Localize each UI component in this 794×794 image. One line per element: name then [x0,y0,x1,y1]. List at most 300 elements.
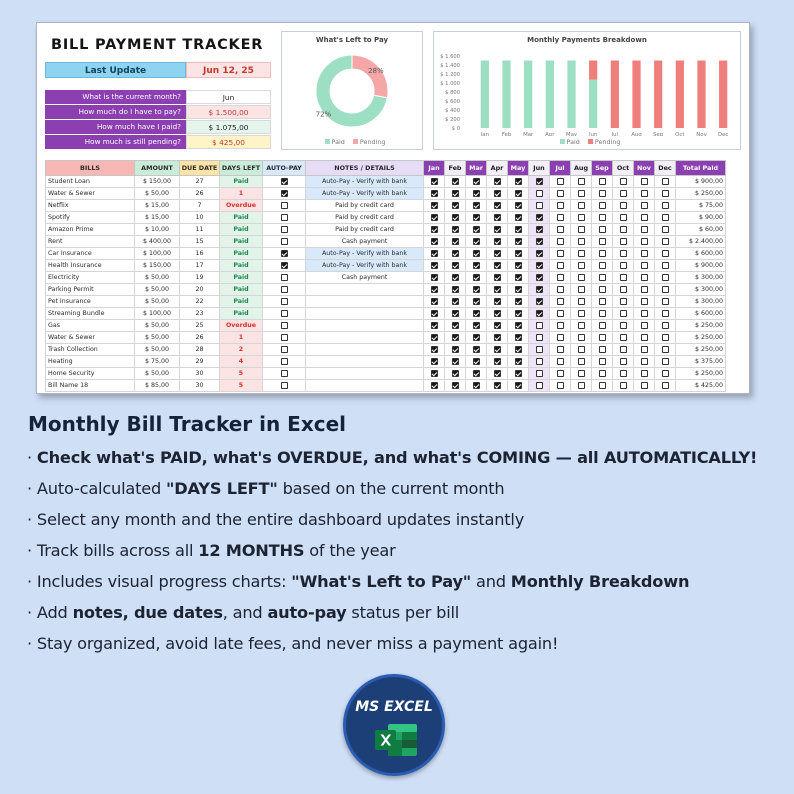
month-paid-checkbox[interactable] [662,190,669,197]
month-paid-checkbox[interactable] [452,382,459,389]
month-paid-checkbox[interactable] [494,226,501,233]
notes-cell[interactable]: Auto-Pay - Verify with bank [306,176,424,188]
auto-pay-checkbox[interactable] [281,286,288,293]
auto-pay-checkbox[interactable] [281,298,288,305]
month-paid-checkbox[interactable] [620,262,627,269]
due-date-cell[interactable]: 7 [180,200,220,212]
notes-cell[interactable]: Paid by credit card [306,224,424,236]
month-paid-checkbox[interactable] [662,202,669,209]
month-paid-checkbox[interactable] [599,178,606,185]
month-paid-checkbox[interactable] [431,274,438,281]
month-paid-checkbox[interactable] [473,238,480,245]
month-paid-checkbox[interactable] [620,346,627,353]
month-paid-checkbox[interactable] [452,250,459,257]
month-paid-checkbox[interactable] [431,286,438,293]
month-paid-checkbox[interactable] [599,370,606,377]
notes-cell[interactable]: Paid by credit card [306,200,424,212]
month-paid-checkbox[interactable] [494,274,501,281]
notes-cell[interactable] [306,356,424,368]
auto-pay-checkbox[interactable] [281,178,288,185]
month-paid-checkbox[interactable] [662,322,669,329]
month-paid-checkbox[interactable] [557,274,564,281]
month-paid-checkbox[interactable] [452,310,459,317]
month-paid-checkbox[interactable] [662,298,669,305]
bill-name-cell[interactable]: Heating [46,356,135,368]
month-paid-checkbox[interactable] [473,250,480,257]
month-paid-checkbox[interactable] [515,370,522,377]
month-paid-checkbox[interactable] [536,358,543,365]
month-paid-checkbox[interactable] [578,370,585,377]
due-date-cell[interactable]: 26 [180,188,220,200]
amount-cell[interactable]: $ 150,00 [135,176,180,188]
month-paid-checkbox[interactable] [536,370,543,377]
auto-pay-checkbox[interactable] [281,226,288,233]
month-paid-checkbox[interactable] [578,238,585,245]
month-paid-checkbox[interactable] [620,370,627,377]
due-date-cell[interactable]: 26 [180,332,220,344]
bill-name-cell[interactable]: Water & Sewer [46,332,135,344]
notes-cell[interactable]: Cash payment [306,236,424,248]
auto-pay-checkbox[interactable] [281,382,288,389]
month-paid-checkbox[interactable] [662,370,669,377]
amount-cell[interactable]: $ 50,00 [135,296,180,308]
month-paid-checkbox[interactable] [452,370,459,377]
month-paid-checkbox[interactable] [452,286,459,293]
month-paid-checkbox[interactable] [662,358,669,365]
auto-pay-checkbox[interactable] [281,370,288,377]
month-paid-checkbox[interactable] [620,310,627,317]
auto-pay-checkbox[interactable] [281,310,288,317]
month-paid-checkbox[interactable] [662,274,669,281]
due-date-cell[interactable]: 11 [180,224,220,236]
month-paid-checkbox[interactable] [641,310,648,317]
month-paid-checkbox[interactable] [578,190,585,197]
month-paid-checkbox[interactable] [641,298,648,305]
month-paid-checkbox[interactable] [452,322,459,329]
amount-cell[interactable]: $ 85,00 [135,380,180,392]
month-paid-checkbox[interactable] [557,310,564,317]
month-paid-checkbox[interactable] [599,202,606,209]
month-paid-checkbox[interactable] [536,226,543,233]
due-date-cell[interactable]: 16 [180,248,220,260]
month-paid-checkbox[interactable] [662,238,669,245]
month-paid-checkbox[interactable] [641,286,648,293]
month-paid-checkbox[interactable] [557,358,564,365]
month-paid-checkbox[interactable] [452,202,459,209]
due-date-cell[interactable]: 22 [180,296,220,308]
month-paid-checkbox[interactable] [431,178,438,185]
auto-pay-checkbox[interactable] [281,214,288,221]
bill-name-cell[interactable]: Parking Permit [46,284,135,296]
month-paid-checkbox[interactable] [431,310,438,317]
month-paid-checkbox[interactable] [662,334,669,341]
month-paid-checkbox[interactable] [515,226,522,233]
month-paid-checkbox[interactable] [557,382,564,389]
notes-cell[interactable] [306,284,424,296]
month-paid-checkbox[interactable] [578,334,585,341]
month-paid-checkbox[interactable] [578,346,585,353]
month-paid-checkbox[interactable] [599,262,606,269]
amount-cell[interactable]: $ 75,00 [135,356,180,368]
month-paid-checkbox[interactable] [557,370,564,377]
month-paid-checkbox[interactable] [494,286,501,293]
notes-cell[interactable] [306,308,424,320]
month-paid-checkbox[interactable] [536,202,543,209]
bill-name-cell[interactable]: Rent [46,236,135,248]
amount-cell[interactable]: $ 50,00 [135,332,180,344]
month-paid-checkbox[interactable] [641,262,648,269]
month-paid-checkbox[interactable] [494,358,501,365]
month-paid-checkbox[interactable] [452,190,459,197]
month-paid-checkbox[interactable] [515,346,522,353]
month-paid-checkbox[interactable] [641,358,648,365]
bill-name-cell[interactable]: Streaming Bundle [46,308,135,320]
month-paid-checkbox[interactable] [494,238,501,245]
due-date-cell[interactable]: 10 [180,212,220,224]
month-paid-checkbox[interactable] [578,358,585,365]
month-paid-checkbox[interactable] [641,274,648,281]
month-paid-checkbox[interactable] [536,274,543,281]
month-paid-checkbox[interactable] [578,178,585,185]
notes-cell[interactable]: Auto-Pay - Verify with bank [306,248,424,260]
month-paid-checkbox[interactable] [494,334,501,341]
month-paid-checkbox[interactable] [620,358,627,365]
month-paid-checkbox[interactable] [641,322,648,329]
auto-pay-checkbox[interactable] [281,202,288,209]
month-paid-checkbox[interactable] [578,214,585,221]
due-date-cell[interactable]: 17 [180,260,220,272]
bill-name-cell[interactable]: Electricity [46,272,135,284]
month-paid-checkbox[interactable] [578,322,585,329]
month-paid-checkbox[interactable] [431,346,438,353]
month-paid-checkbox[interactable] [662,178,669,185]
month-paid-checkbox[interactable] [536,262,543,269]
month-paid-checkbox[interactable] [431,250,438,257]
month-paid-checkbox[interactable] [473,178,480,185]
due-date-cell[interactable]: 20 [180,284,220,296]
month-paid-checkbox[interactable] [515,178,522,185]
auto-pay-checkbox[interactable] [281,238,288,245]
month-paid-checkbox[interactable] [620,382,627,389]
notes-cell[interactable] [306,296,424,308]
month-paid-checkbox[interactable] [536,238,543,245]
month-paid-checkbox[interactable] [662,262,669,269]
month-paid-checkbox[interactable] [620,322,627,329]
bill-name-cell[interactable]: Water & Sewer [46,188,135,200]
month-paid-checkbox[interactable] [473,310,480,317]
month-paid-checkbox[interactable] [494,322,501,329]
month-paid-checkbox[interactable] [536,334,543,341]
month-paid-checkbox[interactable] [494,250,501,257]
month-paid-checkbox[interactable] [515,358,522,365]
amount-cell[interactable]: $ 50,00 [135,188,180,200]
month-paid-checkbox[interactable] [431,214,438,221]
month-paid-checkbox[interactable] [515,298,522,305]
month-paid-checkbox[interactable] [431,382,438,389]
month-paid-checkbox[interactable] [578,262,585,269]
month-paid-checkbox[interactable] [620,190,627,197]
month-paid-checkbox[interactable] [515,214,522,221]
auto-pay-checkbox[interactable] [281,262,288,269]
month-paid-checkbox[interactable] [515,334,522,341]
month-paid-checkbox[interactable] [494,310,501,317]
month-paid-checkbox[interactable] [452,274,459,281]
due-date-cell[interactable]: 30 [180,368,220,380]
month-paid-checkbox[interactable] [473,358,480,365]
month-paid-checkbox[interactable] [578,250,585,257]
month-paid-checkbox[interactable] [431,238,438,245]
month-paid-checkbox[interactable] [473,286,480,293]
month-paid-checkbox[interactable] [431,358,438,365]
month-paid-checkbox[interactable] [557,202,564,209]
month-paid-checkbox[interactable] [431,298,438,305]
month-paid-checkbox[interactable] [641,250,648,257]
bill-name-cell[interactable]: Spotify [46,212,135,224]
month-paid-checkbox[interactable] [662,346,669,353]
month-paid-checkbox[interactable] [431,190,438,197]
month-paid-checkbox[interactable] [431,202,438,209]
month-paid-checkbox[interactable] [494,370,501,377]
month-paid-checkbox[interactable] [662,226,669,233]
month-paid-checkbox[interactable] [452,298,459,305]
month-paid-checkbox[interactable] [515,274,522,281]
amount-cell[interactable]: $ 50,00 [135,284,180,296]
month-paid-checkbox[interactable] [641,334,648,341]
month-paid-checkbox[interactable] [557,190,564,197]
month-paid-checkbox[interactable] [536,346,543,353]
month-paid-checkbox[interactable] [515,250,522,257]
month-paid-checkbox[interactable] [578,274,585,281]
auto-pay-checkbox[interactable] [281,190,288,197]
auto-pay-checkbox[interactable] [281,250,288,257]
month-paid-checkbox[interactable] [473,346,480,353]
month-paid-checkbox[interactable] [431,322,438,329]
notes-cell[interactable]: Auto-Pay - Verify with bank [306,188,424,200]
month-paid-checkbox[interactable] [662,382,669,389]
month-paid-checkbox[interactable] [452,178,459,185]
month-paid-checkbox[interactable] [431,262,438,269]
month-paid-checkbox[interactable] [452,226,459,233]
month-paid-checkbox[interactable] [536,190,543,197]
month-paid-checkbox[interactable] [515,202,522,209]
month-paid-checkbox[interactable] [536,250,543,257]
month-paid-checkbox[interactable] [557,322,564,329]
month-paid-checkbox[interactable] [641,178,648,185]
month-paid-checkbox[interactable] [473,262,480,269]
month-paid-checkbox[interactable] [515,310,522,317]
notes-cell[interactable] [306,344,424,356]
month-paid-checkbox[interactable] [557,286,564,293]
month-paid-checkbox[interactable] [620,286,627,293]
bill-name-cell[interactable]: Netflix [46,200,135,212]
month-paid-checkbox[interactable] [452,262,459,269]
month-paid-checkbox[interactable] [641,202,648,209]
auto-pay-checkbox[interactable] [281,322,288,329]
amount-cell[interactable]: $ 15,00 [135,200,180,212]
month-paid-checkbox[interactable] [599,286,606,293]
amount-cell[interactable]: $ 100,00 [135,308,180,320]
month-paid-checkbox[interactable] [620,214,627,221]
month-paid-checkbox[interactable] [599,322,606,329]
month-paid-checkbox[interactable] [578,382,585,389]
notes-cell[interactable]: Paid by credit card [306,212,424,224]
month-paid-checkbox[interactable] [641,214,648,221]
month-paid-checkbox[interactable] [536,382,543,389]
amount-cell[interactable]: $ 400,00 [135,236,180,248]
month-paid-checkbox[interactable] [494,298,501,305]
bill-name-cell[interactable]: Home Security [46,368,135,380]
month-paid-checkbox[interactable] [494,382,501,389]
amount-cell[interactable]: $ 15,00 [135,212,180,224]
month-paid-checkbox[interactable] [515,190,522,197]
month-paid-checkbox[interactable] [473,298,480,305]
month-paid-checkbox[interactable] [494,214,501,221]
month-paid-checkbox[interactable] [578,310,585,317]
bill-name-cell[interactable]: Trash Collection [46,344,135,356]
month-paid-checkbox[interactable] [557,214,564,221]
notes-cell[interactable] [306,320,424,332]
month-paid-checkbox[interactable] [662,286,669,293]
due-date-cell[interactable]: 27 [180,176,220,188]
amount-cell[interactable]: $ 50,00 [135,272,180,284]
auto-pay-checkbox[interactable] [281,274,288,281]
notes-cell[interactable] [306,332,424,344]
month-paid-checkbox[interactable] [557,334,564,341]
bill-name-cell[interactable]: Pet Insurance [46,296,135,308]
amount-cell[interactable]: $ 50,00 [135,368,180,380]
month-paid-checkbox[interactable] [599,298,606,305]
bill-name-cell[interactable]: Gas [46,320,135,332]
month-paid-checkbox[interactable] [620,202,627,209]
amount-cell[interactable]: $ 10,00 [135,224,180,236]
month-paid-checkbox[interactable] [641,382,648,389]
month-paid-checkbox[interactable] [515,262,522,269]
current-month-selector[interactable]: Jun [186,90,271,104]
month-paid-checkbox[interactable] [473,334,480,341]
notes-cell[interactable]: Cash payment [306,272,424,284]
due-date-cell[interactable]: 15 [180,236,220,248]
month-paid-checkbox[interactable] [641,238,648,245]
month-paid-checkbox[interactable] [515,286,522,293]
due-date-cell[interactable]: 30 [180,380,220,392]
due-date-cell[interactable]: 19 [180,272,220,284]
month-paid-checkbox[interactable] [599,250,606,257]
month-paid-checkbox[interactable] [557,178,564,185]
month-paid-checkbox[interactable] [620,298,627,305]
month-paid-checkbox[interactable] [599,346,606,353]
month-paid-checkbox[interactable] [662,250,669,257]
auto-pay-checkbox[interactable] [281,358,288,365]
month-paid-checkbox[interactable] [536,298,543,305]
month-paid-checkbox[interactable] [536,178,543,185]
month-paid-checkbox[interactable] [473,226,480,233]
month-paid-checkbox[interactable] [494,262,501,269]
month-paid-checkbox[interactable] [473,382,480,389]
month-paid-checkbox[interactable] [515,382,522,389]
month-paid-checkbox[interactable] [599,238,606,245]
month-paid-checkbox[interactable] [620,274,627,281]
month-paid-checkbox[interactable] [620,250,627,257]
month-paid-checkbox[interactable] [662,310,669,317]
notes-cell[interactable]: Auto-Pay - Verify with bank [306,260,424,272]
auto-pay-checkbox[interactable] [281,334,288,341]
month-paid-checkbox[interactable] [452,334,459,341]
month-paid-checkbox[interactable] [578,298,585,305]
month-paid-checkbox[interactable] [452,214,459,221]
last-update-value[interactable]: Jun 12, 25 [186,62,271,78]
due-date-cell[interactable]: 23 [180,308,220,320]
amount-cell[interactable]: $ 50,00 [135,320,180,332]
month-paid-checkbox[interactable] [641,346,648,353]
month-paid-checkbox[interactable] [473,370,480,377]
amount-cell[interactable]: $ 150,00 [135,260,180,272]
month-paid-checkbox[interactable] [599,382,606,389]
month-paid-checkbox[interactable] [641,226,648,233]
month-paid-checkbox[interactable] [620,334,627,341]
month-paid-checkbox[interactable] [452,238,459,245]
month-paid-checkbox[interactable] [494,346,501,353]
month-paid-checkbox[interactable] [620,226,627,233]
amount-cell[interactable]: $ 100,00 [135,248,180,260]
month-paid-checkbox[interactable] [557,346,564,353]
month-paid-checkbox[interactable] [515,238,522,245]
bill-name-cell[interactable]: Amazon Prime [46,224,135,236]
month-paid-checkbox[interactable] [578,286,585,293]
month-paid-checkbox[interactable] [557,298,564,305]
month-paid-checkbox[interactable] [578,226,585,233]
bill-name-cell[interactable]: Health Insurance [46,260,135,272]
bill-name-cell[interactable]: Student Loan [46,176,135,188]
month-paid-checkbox[interactable] [431,370,438,377]
due-date-cell[interactable]: 28 [180,344,220,356]
month-paid-checkbox[interactable] [473,274,480,281]
due-date-cell[interactable]: 25 [180,320,220,332]
month-paid-checkbox[interactable] [431,226,438,233]
month-paid-checkbox[interactable] [536,214,543,221]
month-paid-checkbox[interactable] [599,334,606,341]
month-paid-checkbox[interactable] [494,202,501,209]
bill-name-cell[interactable]: Bill Name 18 [46,380,135,392]
month-paid-checkbox[interactable] [599,226,606,233]
month-paid-checkbox[interactable] [599,310,606,317]
month-paid-checkbox[interactable] [599,358,606,365]
month-paid-checkbox[interactable] [662,214,669,221]
month-paid-checkbox[interactable] [536,310,543,317]
month-paid-checkbox[interactable] [452,358,459,365]
due-date-cell[interactable]: 29 [180,356,220,368]
month-paid-checkbox[interactable] [536,286,543,293]
auto-pay-checkbox[interactable] [281,346,288,353]
month-paid-checkbox[interactable] [431,334,438,341]
month-paid-checkbox[interactable] [620,238,627,245]
month-paid-checkbox[interactable] [557,238,564,245]
month-paid-checkbox[interactable] [641,190,648,197]
month-paid-checkbox[interactable] [557,250,564,257]
month-paid-checkbox[interactable] [515,322,522,329]
month-paid-checkbox[interactable] [599,274,606,281]
month-paid-checkbox[interactable] [494,190,501,197]
month-paid-checkbox[interactable] [557,226,564,233]
month-paid-checkbox[interactable] [452,346,459,353]
month-paid-checkbox[interactable] [473,214,480,221]
month-paid-checkbox[interactable] [473,322,480,329]
month-paid-checkbox[interactable] [536,322,543,329]
notes-cell[interactable] [306,380,424,392]
month-paid-checkbox[interactable] [620,178,627,185]
bill-name-cell[interactable]: Car Insurance [46,248,135,260]
month-paid-checkbox[interactable] [494,178,501,185]
notes-cell[interactable] [306,368,424,380]
